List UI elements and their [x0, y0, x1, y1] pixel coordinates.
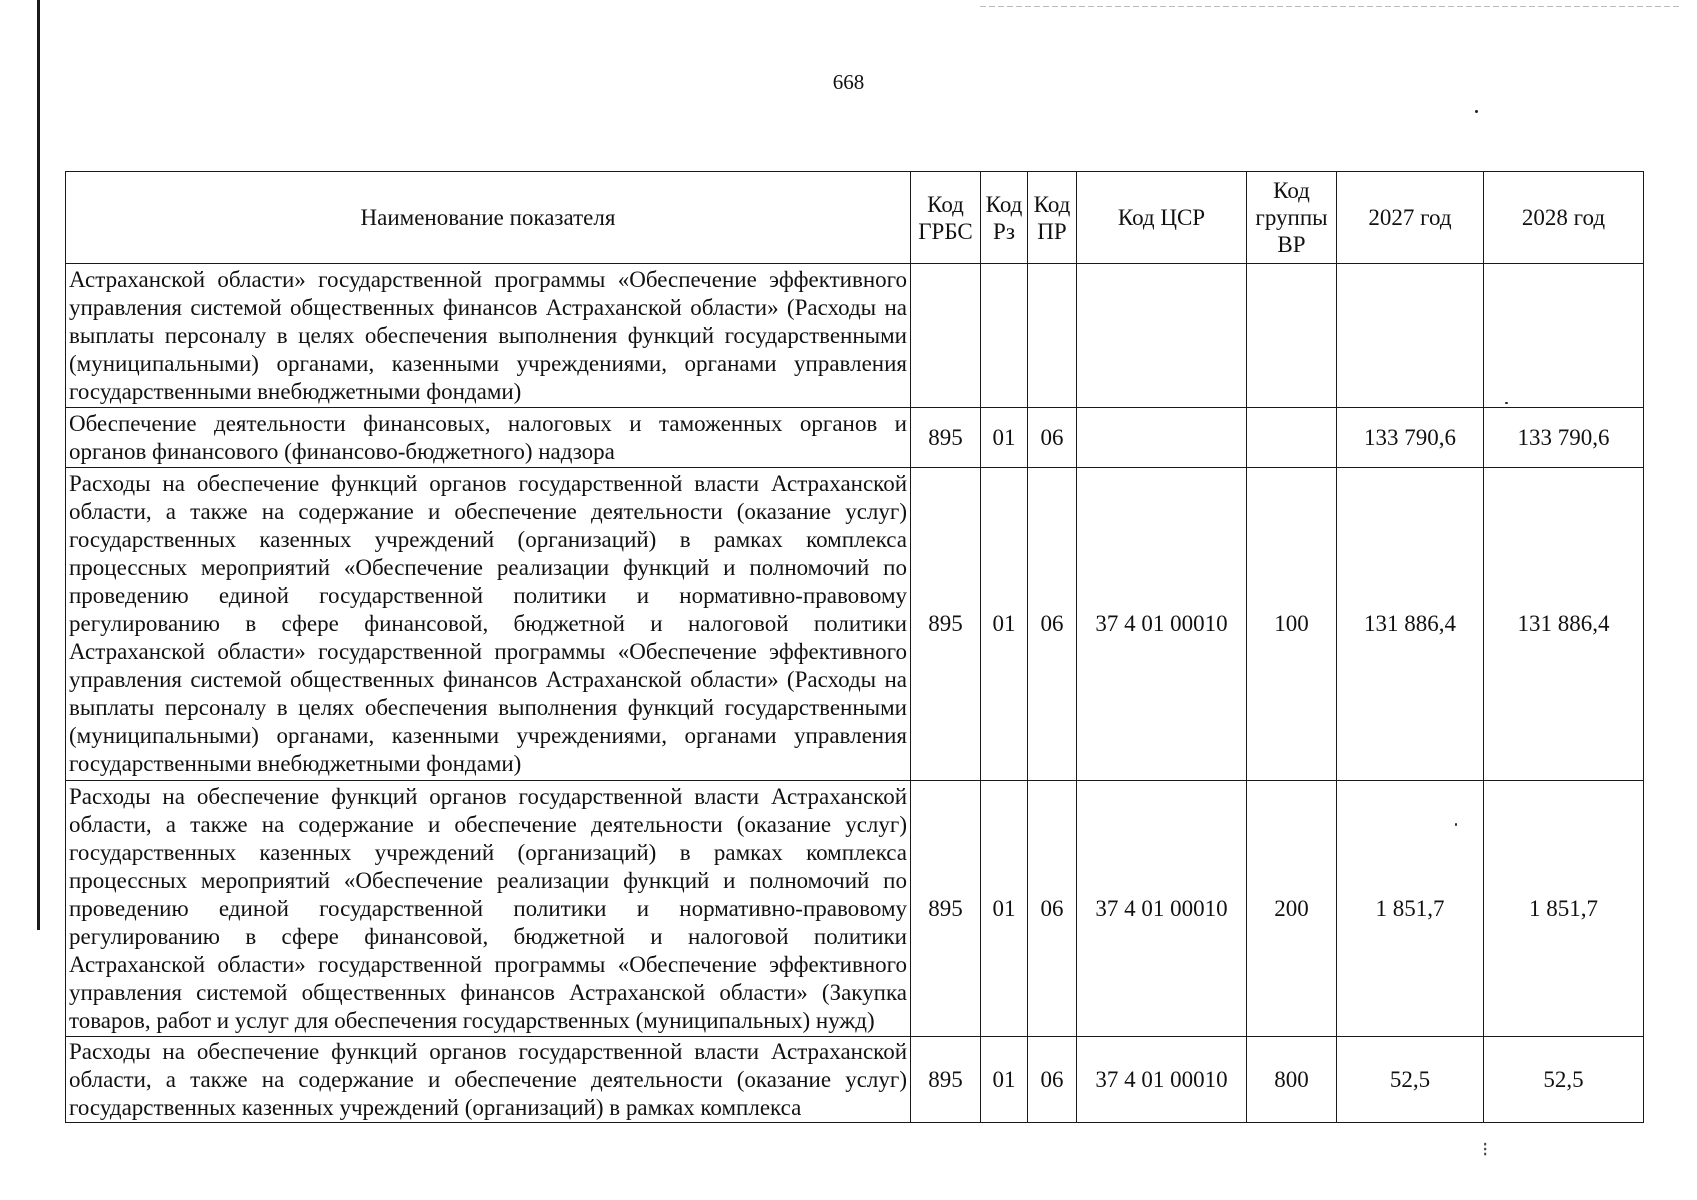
table-row: [66, 408, 1644, 468]
row-2027: 133 790,6: [1337, 408, 1484, 468]
row-vr: 100: [1247, 468, 1337, 781]
row-2028: 131 886,4: [1484, 468, 1644, 781]
page-number: 668: [832, 70, 865, 94]
row-name: Астраханской области» государственной программы «Обеспечение эффективного управления системой общественных финансов Астраханской области» (Расходы на выплаты персоналу в целях обеспечения выполнения функций государственными (муниципальными) органами, казенными учреждениями, органами управления государственными внебюджетными фондами): [66, 264, 911, 408]
row-csr: [1077, 264, 1247, 408]
row-csr: 37 4 01 00010: [1077, 1037, 1247, 1123]
header-grbs: Код ГРБС: [911, 172, 981, 264]
row-rz: 01: [981, 408, 1028, 468]
header-vr: Код группы ВР: [1247, 172, 1337, 264]
row-2027: [1337, 264, 1484, 408]
row-vr: 800: [1247, 1037, 1337, 1123]
row-name: Расходы на обеспечение функций органов государственной власти Астраханской области, а также на содержание и обеспечение деятельности (оказание услуг) государственных казенных учреждений (организаций) в рамках комплекса: [66, 1037, 911, 1123]
scan-speck: [1475, 110, 1478, 113]
row-2027: 52,5: [1337, 1037, 1484, 1123]
row-csr: 37 4 01 00010: [1077, 468, 1247, 781]
row-csr: 37 4 01 00010: [1077, 781, 1247, 1037]
row-pr: 06: [1028, 781, 1077, 1037]
header-2028: 2028 год: [1484, 172, 1644, 264]
row-csr: [1077, 408, 1247, 468]
header-pr: Код ПР: [1028, 172, 1077, 264]
row-rz: [981, 264, 1028, 408]
row-vr: 200: [1247, 781, 1337, 1037]
row-2028: 1 851,7: [1484, 781, 1644, 1037]
scan-top-edge: [980, 6, 1680, 7]
table-row: [66, 781, 1644, 1037]
header-row: [66, 172, 1644, 264]
row-pr: 06: [1028, 468, 1077, 781]
row-rz: 01: [981, 468, 1028, 781]
row-2027: 131 886,4: [1337, 468, 1484, 781]
row-vr: [1247, 408, 1337, 468]
row-name: Обеспечение деятельности финансовых, налоговых и таможенных органов и органов финансового (финансово-бюджетного) надзора: [66, 408, 911, 468]
row-grbs: [911, 264, 981, 408]
row-2027: 1 851,7: [1337, 781, 1484, 1037]
row-pr: [1028, 264, 1077, 408]
budget-table: [65, 171, 1644, 1123]
row-rz: 01: [981, 781, 1028, 1037]
row-2028: 133 790,6: [1484, 408, 1644, 468]
table-row: [66, 468, 1644, 781]
row-pr: 06: [1028, 408, 1077, 468]
header-csr: Код ЦСР: [1077, 172, 1247, 264]
row-name: Расходы на обеспечение функций органов государственной власти Астраханской области, а также на содержание и обеспечение деятельности (оказание услуг) государственных казенных учреждений (организаций) в рамках комплекса процессных мероприятий «Обеспечение реализации функций и полномочий по проведению единой государственной политики и нормативно-правовому регулированию в сфере финансовой, бюджетной и налоговой политики Астраханской области» государственной программы «Обеспечение эффективного управления системой общественных финансов Астраханской области» (Закупка товаров, работ и услуг для обеспечения государственных (муниципальных) нужд): [66, 781, 911, 1037]
header-name: Наименование показателя: [66, 172, 911, 264]
row-2028: 52,5: [1484, 1037, 1644, 1123]
scan-edge-mark: ⁝: [1482, 1139, 1489, 1161]
row-pr: 06: [1028, 1037, 1077, 1123]
row-grbs: 895: [911, 468, 981, 781]
row-rz: 01: [981, 1037, 1028, 1123]
table-row: [66, 264, 1644, 408]
row-grbs: 895: [911, 781, 981, 1037]
row-2028: [1484, 264, 1644, 408]
scan-margin-rule: [37, 0, 40, 930]
row-grbs: 895: [911, 1037, 981, 1123]
header-2027: 2027 год: [1337, 172, 1484, 264]
row-grbs: 895: [911, 408, 981, 468]
row-vr: [1247, 264, 1337, 408]
row-name: Расходы на обеспечение функций органов государственной власти Астраханской области, а также на содержание и обеспечение деятельности (оказание услуг) государственных казенных учреждений (организаций) в рамках комплекса процессных мероприятий «Обеспечение реализации функций и полномочий по проведению единой государственной политики и нормативно-правовому регулированию в сфере финансовой, бюджетной и налоговой политики Астраханской области» государственной программы «Обеспечение эффективного управления системой общественных финансов Астраханской области» (Расходы на выплаты персоналу в целях обеспечения выполнения функций государственными (муниципальными) органами, казенными учреждениями, органами управления государственными внебюджетными фондами): [66, 468, 911, 781]
header-rz: Код Рз: [981, 172, 1028, 264]
table-row: [66, 1037, 1644, 1123]
